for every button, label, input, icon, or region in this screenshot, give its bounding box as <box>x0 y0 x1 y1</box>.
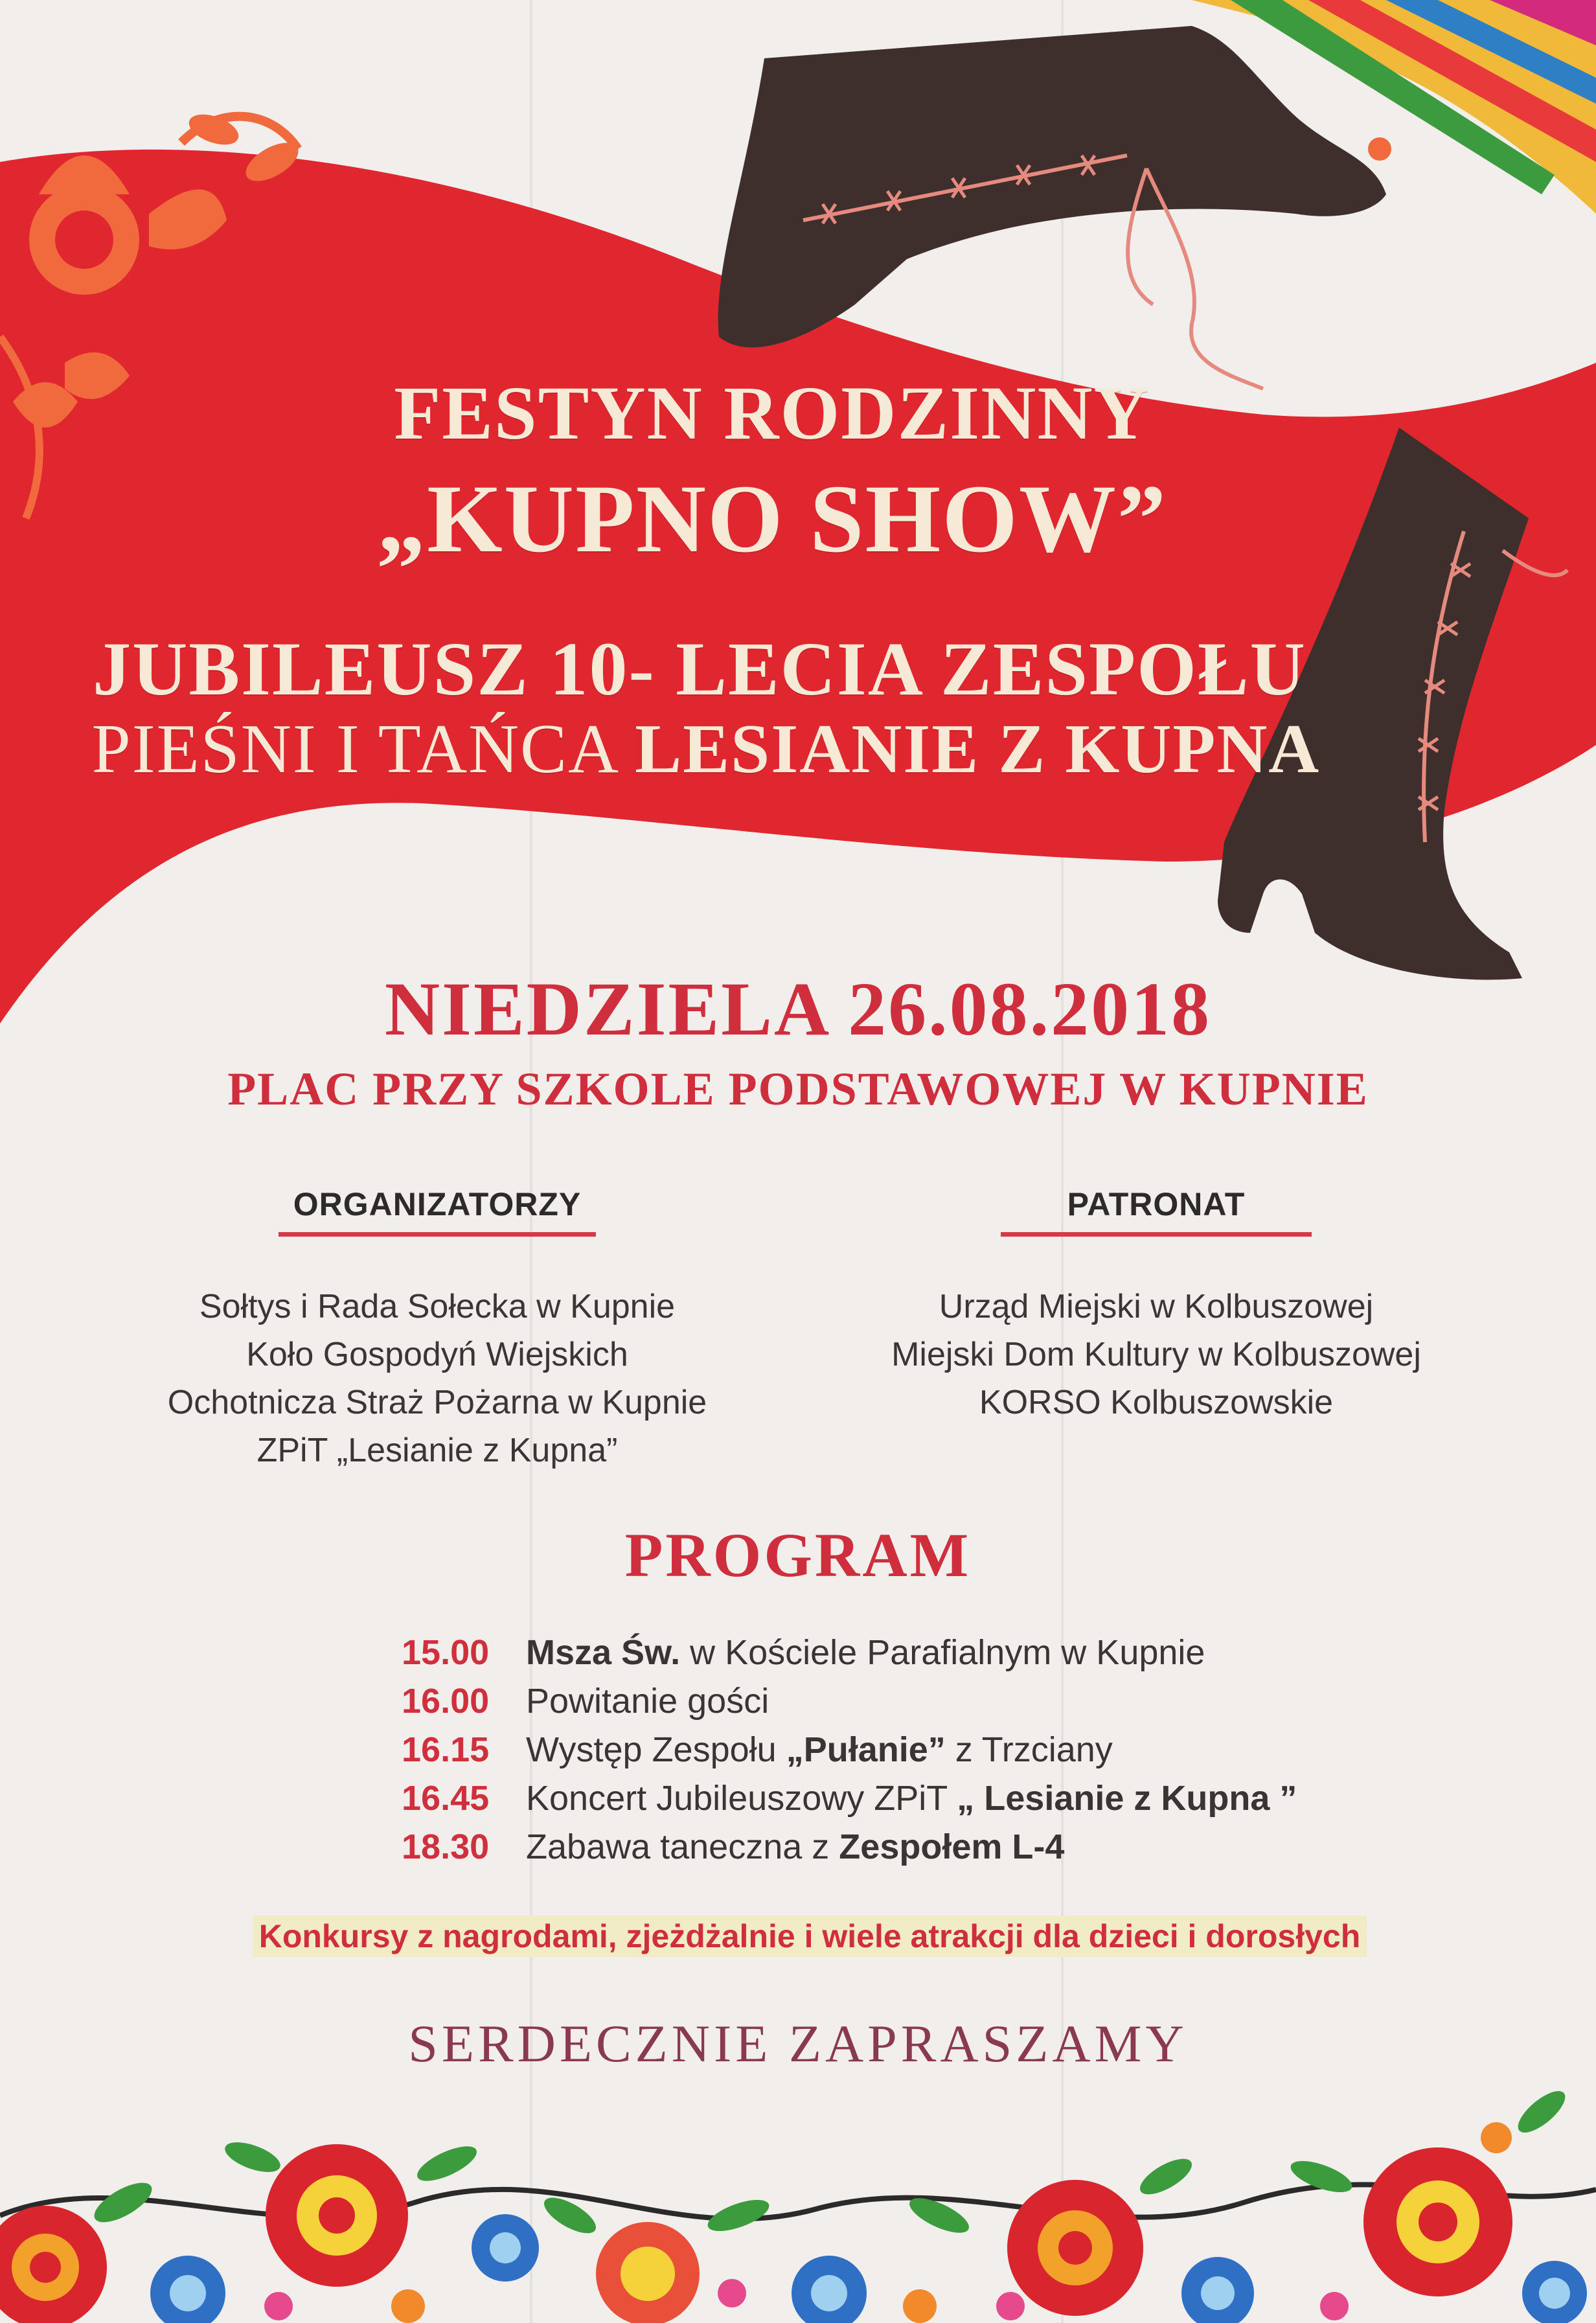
schedule-text: Zabawa taneczna z <box>526 1827 839 1866</box>
organizers-divider <box>279 1232 596 1237</box>
list-item: Ochotnicza Straż Pożarna w Kupnie <box>167 1384 707 1421</box>
event-place: PLAC PRZY SZKOLE PODSTAWOWEJ W KUPNIE <box>227 1063 1369 1115</box>
event-title: FESTYN RODZINNY <box>394 371 1150 455</box>
schedule-row <box>402 1730 1297 1778</box>
list-item: Miejski Dom Kultury w Kolbuszowej <box>891 1336 1421 1373</box>
ensemble-subtitle-part1: PIEŚNI I TAŃCA <box>91 711 617 788</box>
program-schedule <box>402 1632 1297 1875</box>
ensemble-name: LESIANIE Z KUPNA <box>635 711 1321 788</box>
list-item: Urząd Miejski w Kolbuszowej <box>939 1288 1374 1325</box>
schedule-text: w Kościele Parafialnym w Kupnie <box>680 1633 1205 1672</box>
schedule-time: 16.00 <box>402 1682 490 1721</box>
schedule-row <box>402 1681 1297 1730</box>
floral-border <box>0 2084 1596 2323</box>
event-date: NIEDZIELA 26.08.2018 <box>384 967 1212 1051</box>
program-heading: PROGRAM <box>624 1520 972 1590</box>
event-name: „KUPNO SHOW” <box>377 465 1167 573</box>
jubilee-subtitle: JUBILEUSZ 10- LECIA ZESPOŁU <box>93 626 1306 711</box>
schedule-highlight: „ Lesianie z Kupna ” <box>957 1779 1297 1818</box>
attractions-note <box>194 1917 1425 1955</box>
schedule-highlight: Zespołem L-4 <box>839 1827 1065 1866</box>
patronage-heading: PATRONAT <box>1067 1186 1246 1222</box>
patronage-list <box>823 1283 1490 1426</box>
organizers-heading: ORGANIZATORZY <box>293 1186 582 1222</box>
attractions-text: Konkursy z nagrodami, zjeżdżalnie i wiele atrakcji dla dzieci i dorosłych <box>253 1916 1367 1957</box>
schedule-row <box>402 1827 1297 1875</box>
schedule-text: z Trzciany <box>945 1730 1113 1769</box>
patronage-heading-block <box>1001 1185 1312 1237</box>
schedule-time: 15.00 <box>402 1633 490 1672</box>
schedule-time: 16.45 <box>402 1779 490 1818</box>
schedule-row <box>402 1632 1297 1681</box>
organizers-list <box>84 1283 790 1474</box>
ensemble-subtitle <box>0 709 1412 790</box>
schedule-text: Koncert Jubileuszowy ZPiT <box>526 1779 957 1818</box>
list-item: KORSO Kolbuszowskie <box>979 1384 1334 1421</box>
list-item: Sołtys i Rada Sołecka w Kupnie <box>199 1288 676 1325</box>
organizers-heading-block <box>279 1185 596 1237</box>
list-item: ZPiT „Lesianie z Kupna” <box>256 1432 618 1469</box>
schedule-time: 16.15 <box>402 1730 490 1769</box>
schedule-text: Powitanie gości <box>526 1682 770 1721</box>
patronage-divider <box>1001 1232 1312 1237</box>
schedule-highlight: „Pułanie” <box>786 1730 946 1769</box>
invitation-text: SERDECZNIE ZAPRASZAMY <box>408 2014 1188 2073</box>
schedule-highlight: Msza Św. <box>526 1633 681 1672</box>
schedule-time: 18.30 <box>402 1827 490 1866</box>
schedule-row <box>402 1778 1297 1827</box>
schedule-text: Występ Zespołu <box>526 1730 786 1769</box>
list-item: Koło Gospodyń Wiejskich <box>246 1336 628 1373</box>
